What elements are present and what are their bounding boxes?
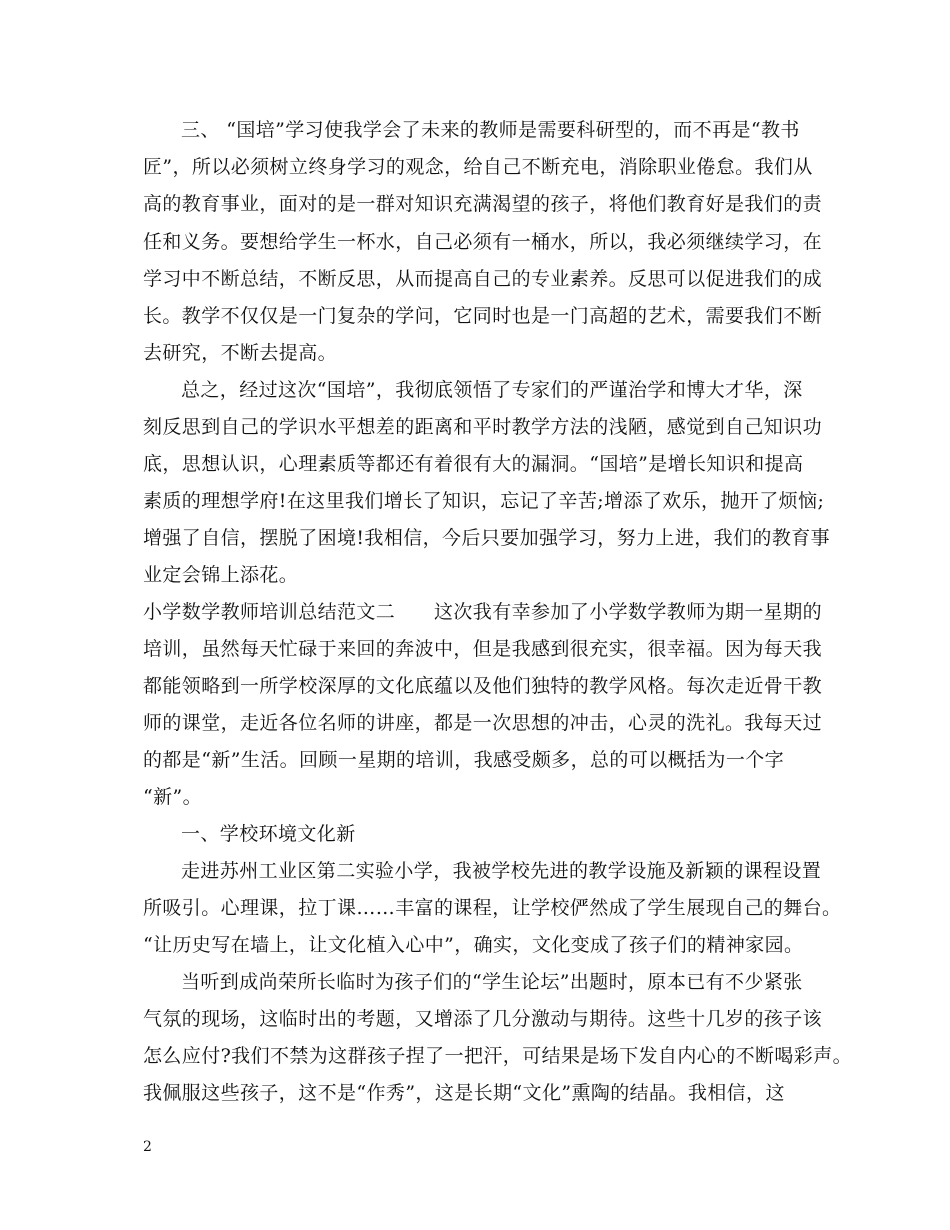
text-line: 小学数学教师培训总结范文二 这次我有幸参加了小学数学教师为期一星期的 [143, 601, 823, 623]
text-line: 怎么应付?我们不禁为这群孩子捏了一把汗，可结果是场下发自内心的不断喝彩声。 [143, 1045, 852, 1067]
text-line: 去研究，不断去提高。 [143, 342, 338, 364]
text-line: “新”。 [143, 786, 203, 808]
text-line: 师的课堂，走近各位名师的讲座，都是一次思想的冲击，心灵的洗礼。我每天过 [143, 712, 823, 734]
text-line: 刻反思到自己的学识水平想差的距离和平时教学方法的浅陋，感觉到自己知识功 [143, 416, 823, 438]
text-line: 总之，经过这次“国培”，我彻底领悟了专家们的严谨治学和博大才华，深 [181, 379, 803, 401]
text-line: 都能领略到一所学校深厚的文化底蕴以及他们独特的教学风格。每次走近骨干教 [143, 675, 823, 697]
text-line: 的都是“新”生活。回顾一星期的培训，我感受颇多，总的可以概括为一个字 [143, 749, 785, 771]
text-line: 气氛的现场，这临时出的考题，又增添了几分激动与期待。这些十几岁的孩子该 [143, 1008, 823, 1030]
text-line: 素质的理想学府!在这里我们增长了知识，忘记了辛苦;增添了欢乐，抛开了烦恼; [143, 490, 825, 512]
text-line: 业定会锦上添花。 [143, 564, 299, 586]
text-line: 学习中不断总结，不断反思，从而提高自己的专业素养。反思可以促进我们的成 [143, 268, 823, 290]
text-line: 增强了自信，摆脱了困境!我相信，今后只要加强学习，努力上进，我们的教育事 [143, 527, 831, 549]
text-line: 高的教育事业，面对的是一群对知识充满渴望的孩子，将他们教育好是我们的责 [143, 193, 823, 215]
text-line: 长。教学不仅仅是一门复杂的学问，它同时也是一门高超的艺术，需要我们不断 [143, 305, 823, 327]
text-line: 所吸引。心理课，拉丁课……丰富的课程，让学校俨然成了学生展现自己的舞台。 [143, 897, 842, 919]
text-line: 底，思想认识，心理素质等都还有着很有大的漏洞。“国培”是增长知识和提高 [143, 453, 804, 475]
text-line: 走进苏州工业区第二实验小学，我被学校先进的教学设施及新颖的课程设置 [181, 860, 822, 882]
text-line: 当听到成尚荣所长临时为孩子们的“学生论坛”出题时，原本已有不少紧张 [181, 971, 803, 993]
text-line: 培训，虽然每天忙碌于来回的奔波中，但是我感到很充实，很幸福。因为每天我 [143, 638, 823, 660]
text-line: 我佩服这些孩子，这不是“作秀”，这是长期“文化”熏陶的结晶。我相信，这 [143, 1082, 785, 1104]
page-number: 2 [143, 1139, 152, 1155]
text-line: 一、学校环境文化新 [181, 823, 356, 845]
text-line: 任和义务。要想给学生一杯水，自己必须有一桶水，所以，我必须继续学习，在 [143, 231, 823, 253]
text-line: “让历史写在墙上，让文化植入心中”，确实，文化变成了孩子们的精神家园。 [143, 934, 804, 956]
text-line: 三、 “国培”学习使我学会了未来的教师是需要科研型的，而不再是“教书 [181, 119, 800, 141]
text-line: 匠”，所以必须树立终身学习的观念，给自己不断充电，消除职业倦怠。我们从 [143, 156, 813, 178]
